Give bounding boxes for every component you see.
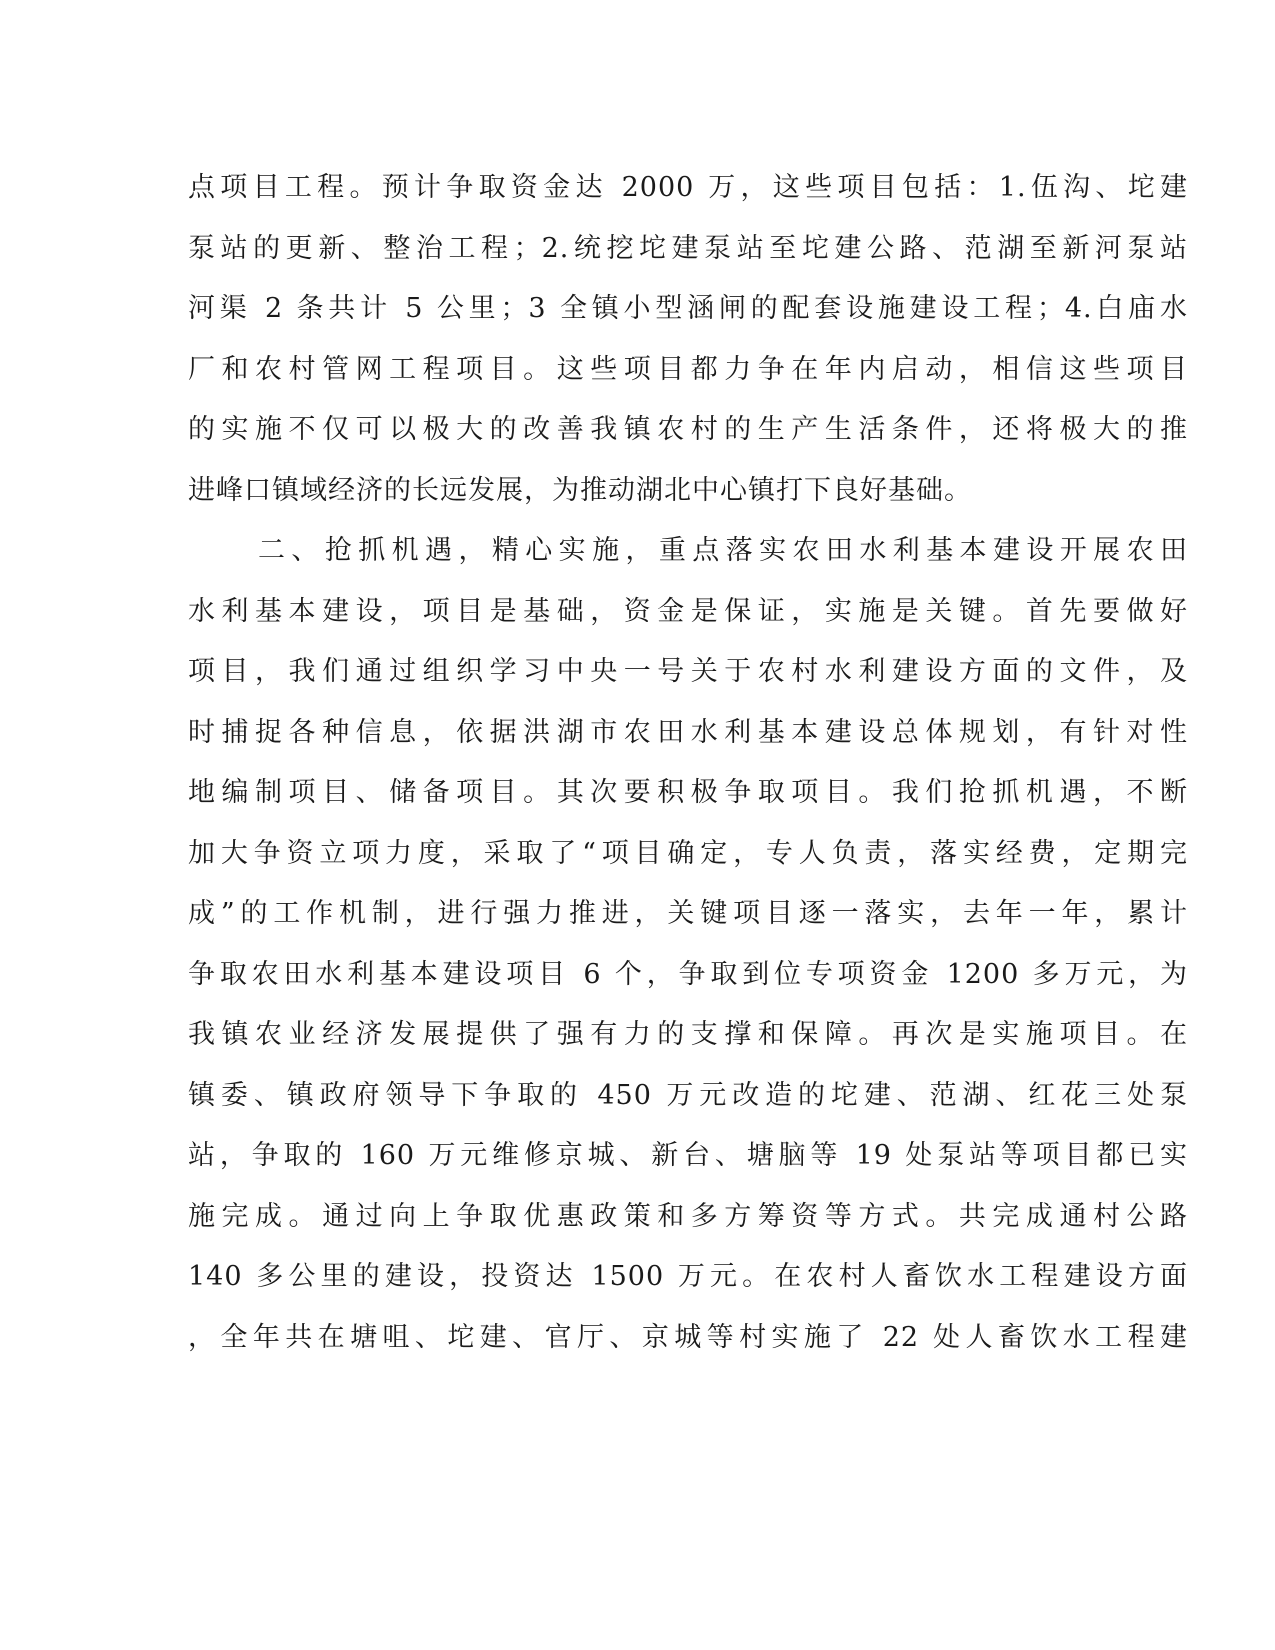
text-line: 镇委、镇政府领导下争取的 450 万元改造的坨建、范湖、红花三处泵	[188, 1079, 1188, 1111]
text-line: 的实施不仅可以极大的改善我镇农村的生产生活条件，还将极大的推	[188, 414, 1188, 445]
text-line: 点项目工程。预计争取资金达 2000 万，这些项目包括：1.伍沟、坨建	[188, 172, 1188, 203]
text-line: 泵站的更新、整治工程；2.统挖坨建泵站至坨建公路、范湖至新河泵站	[188, 232, 1188, 264]
text-line: 河渠 2 条共计 5 公里；3 全镇小型涵闸的配套设施建设工程；4.白庙水	[188, 293, 1188, 324]
body-text	[188, 158, 1188, 1368]
text-line: ，全年共在塘咀、坨建、官厅、京城等村实施了 22 处人畜饮水工程建	[188, 1321, 1188, 1353]
text-line: 进峰口镇域经济的长远发展，为推动湖北中心镇打下良好基础。	[188, 474, 972, 506]
text-line: 140 多公里的建设，投资达 1500 万元。在农村人畜饮水工程建设方面	[188, 1261, 1188, 1292]
text-line: 施完成。通过向上争取优惠政策和多方筹资等方式。共完成通村公路	[188, 1200, 1188, 1232]
text-line: 项目，我们通过组织学习中央一号关于农村水利建设方面的文件，及	[188, 656, 1188, 687]
text-line: 厂和农村管网工程项目。这些项目都力争在年内启动，相信这些项目	[188, 353, 1188, 385]
text-line: 地编制项目、储备项目。其次要积极争取项目。我们抢抓机遇，不断	[188, 777, 1188, 808]
section-heading-line: 二、抢抓机遇，精心实施，重点落实农田水利基本建设开展农田	[258, 535, 1188, 566]
text-line: 加大争资立项力度，采取了“项目确定，专人负责，落实经费，定期完	[188, 837, 1188, 869]
text-line: 我镇农业经济发展提供了强有力的支撑和保障。再次是实施项目。在	[188, 1019, 1188, 1050]
text-line: 站，争取的 160 万元维修京城、新台、塘脑等 19 处泵站等项目都已实	[188, 1140, 1188, 1171]
text-line: 时捕捉各种信息，依据洪湖市农田水利基本建设总体规划，有针对性	[188, 716, 1188, 748]
text-line: 成”的工作机制，进行强力推进，关键项目逐一落实，去年一年，累计	[188, 898, 1188, 929]
text-line: 水利基本建设，项目是基础，资金是保证，实施是关键。首先要做好	[188, 595, 1188, 627]
text-line: 争取农田水利基本建设项目 6 个，争取到位专项资金 1200 多万元，为	[188, 958, 1188, 990]
